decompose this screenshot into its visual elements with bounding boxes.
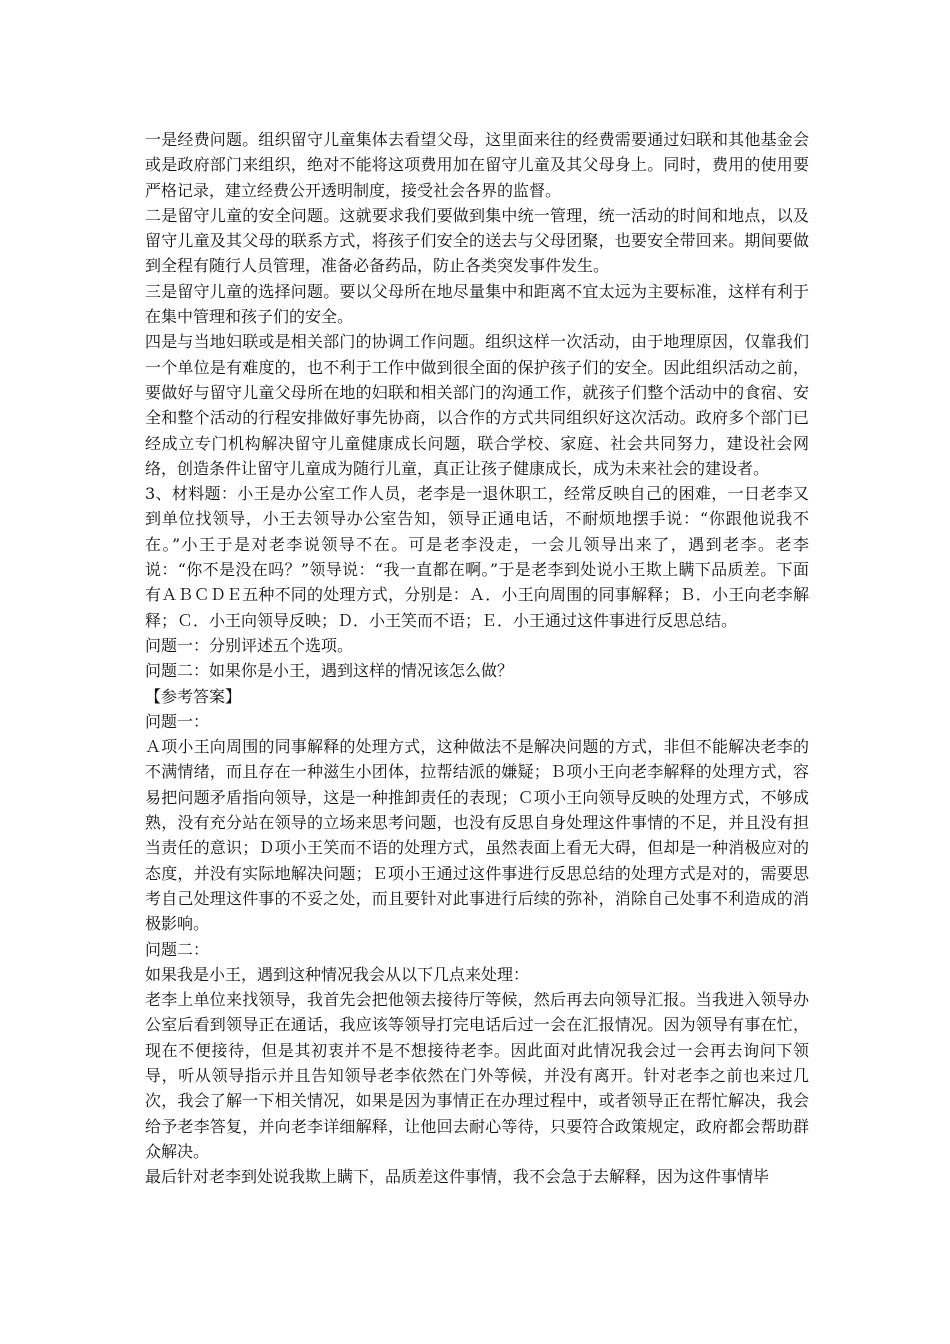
answer-one-body: Ａ项小王向周围的同事解释的处理方式，这种做法不是解决问题的方式，非但不能解决老李的不满情绪，而且存在一种滋生小团体，拉帮结派的嫌疑；Ｂ项小王向老李解释的处理方式，容易把问题矛盾指向领导，这是一种推卸责任的表现；Ｃ项小王向领导反映的处理方式，不够成熟，没有充分站在领导的立场来思考问题，也没有反思自身处理这件事情的不足，并且没有担当责任的意识；Ｄ项小王笑而不语的处理方式，虽然表面上看无大碍，但却是一种消极应对的态度，并没有实际地解决问题；Ｅ项小王通过这件事进行反思总结的处理方式是对的，需要思考自己处理这件事的不妥之处，而且要针对此事进行后续的弥补，消除自己处事不利造成的消极影响。 (145, 737, 809, 934)
answer-one-heading: 问题一： (145, 711, 210, 731)
paragraph-coordination-issue: 四是与当地妇联或是相关部门的协调工作问题。组织这样一次活动，由于地理原因，仅靠我们一个单位是有难度的，也不利于工作中做到很全面的保护孩子们的安全。因此组织活动之前，要做好与留守儿童父母所在地的妇联和相关部门的沟通工作，就孩子们整个活动中的食宿、安全和整个活动的行程安排做好事先协商，以合作的方式共同组织好这次活动。政府多个部门已经成立专门机构解决留守儿童健康成长问题，联合学校、家庭、社会共同努力，建设社会网络，创造条件让留守儿童成为随行儿童，真正让孩子健康成长，成为未来社会的建设者。 (145, 332, 809, 478)
paragraph-material-question: 3、材料题：小王是办公室工作人员，老李是一退休职工，经常反映自己的困难，一日老李又到单位找领导，小王去领导办公室告知，领导正通电话，不耐烦地摆手说：“你跟他说我不在。”小王于是对老李说领导不在。可是老李没走，一会儿领导出来了，遇到老李。老李说：“你不是没在吗？”领导说：“我一直都在啊。”于是老李到处说小王欺上瞒下品质差。下面有ＡＢＣＤＥ五种不同的处理方式，分别是：Ａ．小王向周围的同事解释；Ｂ．小王向老李解释；Ｃ．小王向领导反映；Ｄ．小王笑而不语；Ｅ．小王通过这件事进行反思总结。 (145, 484, 809, 630)
paragraph-funding-issue: 一是经费问题。组织留守儿童集体去看望父母，这里面来往的经费需要通过妇联和其他基金会或是政府部门来组织，绝对不能将这项费用加在留守儿童及其父母身上。同时，费用的使用要严格记录，建立经费公开透明制度，接受社会各界的监督。 (145, 130, 809, 200)
paragraph-selection-issue: 三是留守儿童的选择问题。要以父母所在地尽量集中和距离不宜太远为主要标准，这样有利于在集中管理和孩子们的安全。 (145, 281, 809, 327)
document-page (145, 127, 809, 1189)
paragraph-safety-issue: 二是留守儿童的安全问题。这就要求我们要做到集中统一管理，统一活动的时间和地点，以及留守儿童及其父母的联系方式，将孩子们安全的送去与父母团聚，也要安全带回来。期间要做到全程有随行人员管理，准备必备药品，防止各类突发事件发生。 (145, 205, 809, 276)
paragraph-question-two: 问题二：如果你是小王，遇到这样的情况该怎么做？ (145, 661, 514, 681)
answer-two-body: 老李上单位来找领导，我首先会把他领去接待厅等候，然后再去向领导汇报。当我进入领导办公室后看到领导正在通话，我应该等领导打完电话后过一会在汇报情况。因为领导有事在忙，现在不便接待，但是其初衷并不是不想接待老李。因此面对此情况我会过一会再去询问下领导，听从领导指示并且告知领导老李依然在门外等候，并没有离开。针对老李之前也来过几次，我会了解一下相关情况，如果是因为事情正在办理过程中，或者领导正在帮忙解决，我会给予老李答复，并向老李详细解释，让他回去耐心等待，只要符合政策规定，政府都会帮助群众解决。 (145, 990, 809, 1161)
reference-answer-heading: 【参考答案】 (145, 686, 242, 706)
answer-two-final: 最后针对老李到处说我欺上瞒下，品质差这件事情，我不会急于去解释，因为这件事情毕 (145, 1167, 770, 1187)
paragraph-question-one: 问题一：分别评述五个选项。 (145, 635, 354, 655)
answer-two-heading: 问题二： (145, 939, 210, 959)
answer-two-intro: 如果我是小王，遇到这种情况我会从以下几点来处理： (145, 964, 530, 984)
